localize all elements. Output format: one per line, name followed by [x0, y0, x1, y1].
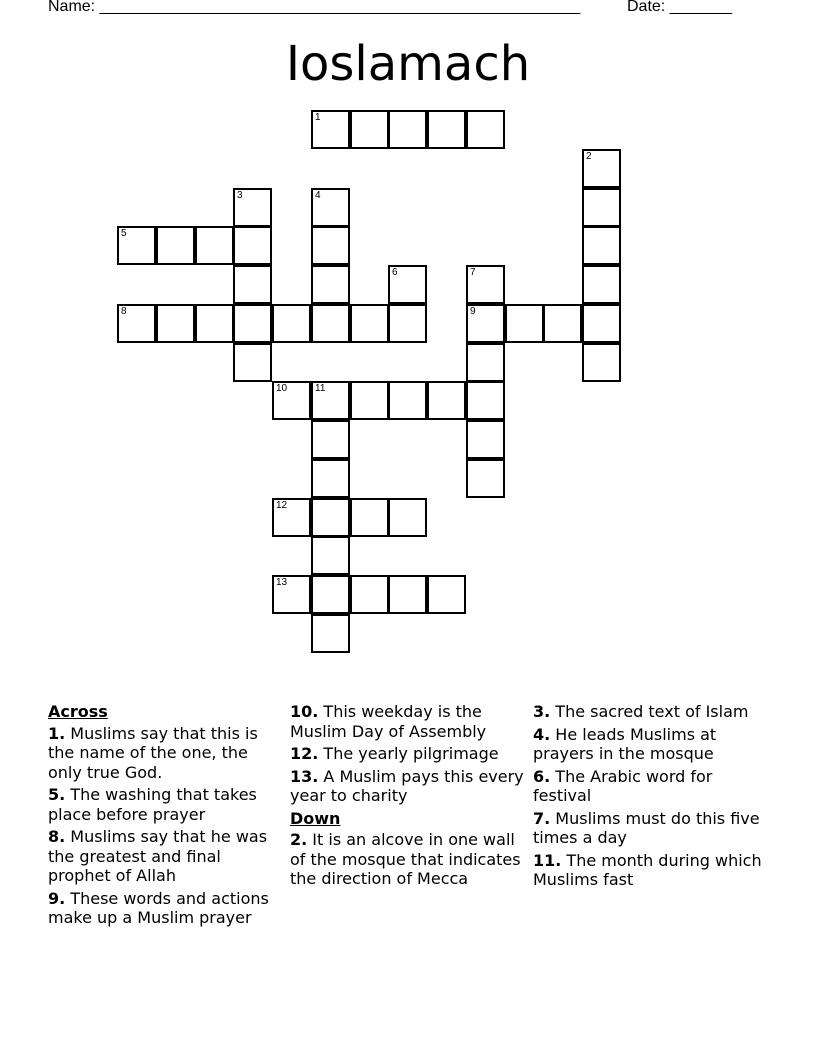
grid-cell[interactable]	[311, 575, 350, 614]
grid-cell[interactable]	[311, 226, 350, 265]
clue-down-6	[533, 767, 769, 806]
grid-cell[interactable]	[311, 420, 350, 459]
clue-number: 3.	[533, 702, 551, 721]
grid-cell[interactable]	[233, 226, 272, 265]
grid-cell[interactable]	[272, 381, 311, 420]
grid-cell[interactable]	[427, 381, 466, 420]
clues-column-3	[533, 702, 769, 893]
grid-cell[interactable]	[311, 265, 350, 304]
clue-number-label: 9	[470, 306, 476, 317]
grid-cell[interactable]	[311, 536, 350, 575]
clue-number-label: 7	[470, 267, 476, 278]
clue-number-label: 2	[586, 151, 592, 162]
grid-cell[interactable]	[388, 575, 427, 614]
grid-cell[interactable]	[427, 110, 466, 149]
grid-cell[interactable]	[350, 381, 389, 420]
clue-number-label: 12	[276, 500, 288, 511]
clue-number-label: 3	[237, 190, 243, 201]
clue-number: 12.	[290, 744, 319, 763]
clue-text: These words and actions make up a Muslim prayer	[48, 888, 269, 927]
clue-across-13	[290, 767, 526, 806]
grid-cell[interactable]	[582, 188, 621, 227]
clues-column-2	[290, 702, 526, 892]
clue-number-label: 8	[121, 306, 127, 317]
clue-text: It is an alcove in one wall of the mosque that indicates the direction of Mecca	[290, 830, 521, 888]
grid-cell[interactable]	[311, 614, 350, 653]
grid-cell[interactable]	[272, 498, 311, 537]
down-heading: Down	[290, 808, 341, 828]
clue-across-10	[290, 702, 526, 741]
clue-number: 2.	[290, 830, 308, 849]
grid-cell[interactable]	[233, 343, 272, 382]
grid-cell[interactable]	[388, 498, 427, 537]
clue-number: 4.	[533, 724, 551, 744]
clue-down-7	[533, 809, 769, 848]
clue-text: The washing that takes place before prayer	[48, 785, 257, 824]
grid-cell[interactable]	[582, 304, 621, 343]
clue-down-3	[533, 702, 769, 722]
clue-across-8	[48, 827, 284, 886]
clue-number: 7.	[533, 808, 551, 828]
clue-number: 13.	[290, 766, 319, 786]
clue-number-label: 11	[315, 383, 326, 394]
clue-number: 6.	[533, 766, 551, 786]
clue-text: Muslims say that this is the name of the one, the only true God.	[48, 723, 258, 782]
grid-cell[interactable]	[195, 226, 234, 265]
name-field: Name: ______________________________________________________	[48, 0, 581, 15]
grid-cell[interactable]	[466, 381, 505, 420]
grid-cell[interactable]	[582, 226, 621, 265]
clue-text: A Muslim pays this every year to charity	[290, 766, 524, 805]
grid-cell[interactable]	[350, 304, 389, 343]
grid-cell[interactable]	[195, 304, 234, 343]
grid-cell[interactable]	[272, 575, 311, 614]
grid-cell[interactable]	[233, 188, 272, 227]
clue-text: Muslims must do this five times a day	[533, 808, 760, 847]
clue-number: 1.	[48, 723, 66, 743]
clue-text: The Arabic word for festival	[533, 766, 713, 805]
grid-cell[interactable]	[388, 110, 427, 149]
grid-cell[interactable]	[582, 149, 621, 188]
clue-across-5	[48, 785, 284, 824]
clues-column-1	[48, 702, 284, 931]
grid-cell[interactable]	[156, 304, 195, 343]
date-field: Date: _______	[627, 0, 732, 15]
grid-cell[interactable]	[156, 226, 195, 265]
grid-cell[interactable]	[466, 420, 505, 459]
grid-cell[interactable]	[466, 304, 505, 343]
grid-cell[interactable]	[388, 304, 427, 343]
grid-cell[interactable]	[350, 498, 389, 537]
grid-cell[interactable]	[311, 459, 350, 498]
clue-text: The sacred text of Islam	[550, 702, 749, 721]
clue-text: Muslims say that he was the greatest and final prophet of Allah	[48, 827, 268, 885]
clue-text: The yearly pilgrimage	[318, 744, 499, 763]
clue-number-label: 10	[276, 383, 288, 394]
clue-down-4	[533, 725, 769, 764]
clue-text: This weekday is the Muslim Day of Assembly	[290, 702, 487, 741]
grid-cell[interactable]	[582, 343, 621, 382]
clue-number: 5.	[48, 785, 66, 804]
grid-cell[interactable]	[117, 226, 156, 265]
grid-cell[interactable]	[350, 575, 389, 614]
grid-cell[interactable]	[233, 304, 272, 343]
grid-cell[interactable]	[543, 304, 582, 343]
grid-cell[interactable]	[272, 304, 311, 343]
grid-cell[interactable]	[466, 265, 505, 304]
clue-number-label: 4	[315, 190, 321, 201]
across-heading: Across	[48, 702, 108, 721]
clue-down-2	[290, 830, 526, 889]
clue-across-1	[48, 724, 284, 783]
puzzle-title: Ioslamach	[285, 36, 531, 92]
clue-number-label: 13	[276, 577, 288, 588]
grid-cell[interactable]	[233, 265, 272, 304]
clue-across-12	[290, 744, 526, 764]
clue-number: 9.	[48, 888, 66, 908]
grid-cell[interactable]	[311, 188, 350, 227]
grid-cell[interactable]	[388, 381, 427, 420]
grid-cell[interactable]	[117, 304, 156, 343]
clue-number-label: 5	[121, 228, 127, 239]
grid-cell[interactable]	[311, 110, 350, 149]
grid-cell[interactable]	[427, 575, 466, 614]
clue-number: 10.	[290, 702, 319, 721]
grid-cell[interactable]	[582, 265, 621, 304]
clue-text: He leads Muslims at prayers in the mosque	[533, 724, 717, 763]
grid-cell[interactable]	[350, 110, 389, 149]
clue-number-label: 1	[315, 112, 321, 123]
clue-number: 8.	[48, 827, 66, 846]
clue-number-label: 6	[392, 267, 398, 278]
clue-across-9	[48, 889, 284, 928]
grid-cell[interactable]	[311, 304, 350, 343]
grid-cell[interactable]	[505, 304, 544, 343]
clue-text: The month during which Muslims fast	[533, 850, 762, 889]
grid-cell[interactable]	[311, 381, 350, 420]
grid-cell[interactable]	[466, 110, 505, 149]
grid-cell[interactable]	[311, 498, 350, 537]
grid-cell[interactable]	[466, 343, 505, 382]
grid-cell[interactable]	[388, 265, 427, 304]
clue-down-11	[533, 851, 769, 890]
grid-cell[interactable]	[466, 459, 505, 498]
clue-number: 11.	[533, 850, 562, 870]
